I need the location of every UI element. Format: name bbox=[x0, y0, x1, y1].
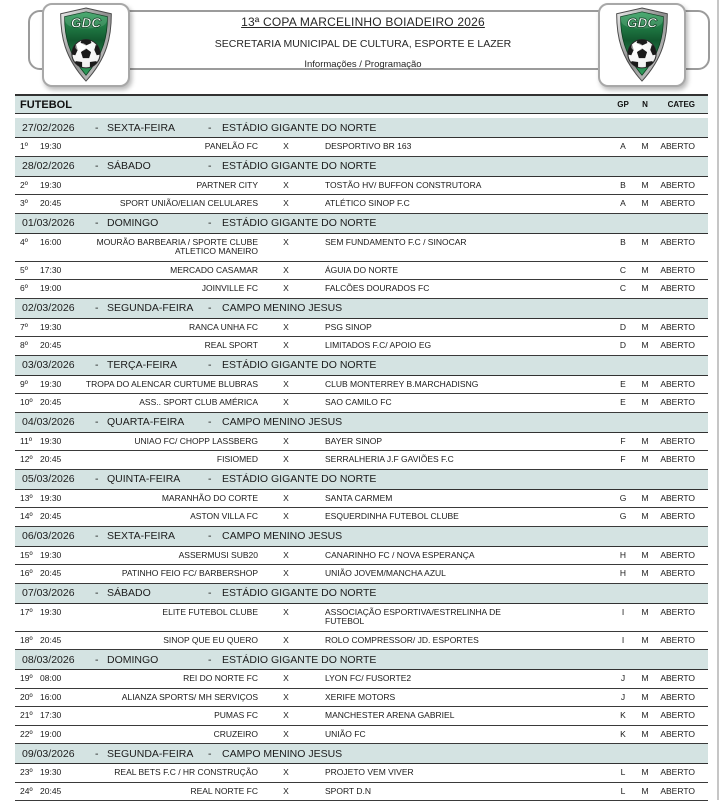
n-cell: M bbox=[635, 238, 655, 248]
match-row bbox=[15, 670, 708, 689]
versus-mark: X bbox=[258, 768, 314, 778]
away-team: SAO CAMILO FC bbox=[314, 398, 537, 408]
versus-mark: X bbox=[258, 181, 314, 191]
versus-mark: X bbox=[258, 693, 314, 703]
home-team: ASSERMUSI SUB20 bbox=[74, 551, 258, 561]
n-cell: M bbox=[635, 284, 655, 294]
category-cell: ABERTO bbox=[655, 142, 695, 152]
match-number: 24º bbox=[20, 787, 40, 797]
group-cell: A bbox=[611, 142, 635, 152]
group-cell: D bbox=[611, 323, 635, 333]
n-cell: M bbox=[635, 608, 655, 618]
dash-separator: - bbox=[95, 748, 107, 760]
dash-separator: - bbox=[208, 302, 222, 314]
venue-label: ESTÁDIO GIGANTE DO NORTE bbox=[222, 654, 708, 666]
date-label: 09/03/2026 bbox=[22, 748, 95, 760]
venue-label: CAMPO MENINO JESUS bbox=[222, 748, 708, 760]
n-cell: M bbox=[635, 437, 655, 447]
dash-separator: - bbox=[95, 473, 107, 485]
header-text-block bbox=[140, 15, 586, 70]
weekday-label: SÁBADO bbox=[107, 587, 208, 599]
category-cell: ABERTO bbox=[655, 636, 695, 646]
category-cell: ABERTO bbox=[655, 693, 695, 703]
match-row bbox=[15, 764, 708, 783]
weekday-label: SEXTA-FEIRA bbox=[107, 122, 208, 134]
match-number: 11º bbox=[20, 437, 40, 447]
match-number: 7º bbox=[20, 323, 40, 333]
match-number: 8º bbox=[20, 341, 40, 351]
category-cell: ABERTO bbox=[655, 380, 695, 390]
match-time: 19:30 bbox=[40, 768, 74, 778]
category-cell: ABERTO bbox=[655, 455, 695, 465]
match-number: 14º bbox=[20, 512, 40, 522]
date-header-row bbox=[15, 299, 708, 319]
match-row bbox=[15, 632, 708, 651]
home-team: SINOP QUE EU QUERO bbox=[74, 636, 258, 646]
match-time: 17:30 bbox=[40, 266, 74, 276]
weekday-label: DOMINGO bbox=[107, 217, 208, 229]
date-header-row bbox=[15, 527, 708, 547]
match-row bbox=[15, 319, 708, 338]
venue-label: CAMPO MENINO JESUS bbox=[222, 302, 708, 314]
group-cell: D bbox=[611, 341, 635, 351]
match-row bbox=[15, 234, 708, 262]
venue-label: ESTÁDIO GIGANTE DO NORTE bbox=[222, 217, 708, 229]
group-cell: B bbox=[611, 181, 635, 191]
match-number: 3º bbox=[20, 199, 40, 209]
match-time: 20:45 bbox=[40, 636, 74, 646]
group-cell: E bbox=[611, 380, 635, 390]
n-cell: M bbox=[635, 551, 655, 561]
home-team: RANCA UNHA FC bbox=[74, 323, 258, 333]
category-cell: ABERTO bbox=[655, 674, 695, 684]
match-number: 20º bbox=[20, 693, 40, 703]
match-row bbox=[15, 177, 708, 196]
away-team: ESQUERDINHA FUTEBOL CLUBE bbox=[314, 512, 537, 522]
group-cell: B bbox=[611, 238, 635, 248]
table-header-row bbox=[15, 94, 708, 114]
versus-mark: X bbox=[258, 284, 314, 294]
versus-mark: X bbox=[258, 494, 314, 504]
home-team: PARTNER CITY bbox=[74, 181, 258, 191]
venue-label: ESTÁDIO GIGANTE DO NORTE bbox=[222, 160, 708, 172]
versus-mark: X bbox=[258, 711, 314, 721]
category-cell: ABERTO bbox=[655, 551, 695, 561]
match-row bbox=[15, 604, 708, 632]
away-team: SEM FUNDAMENTO F.C / SINOCAR bbox=[314, 238, 537, 248]
dash-separator: - bbox=[208, 748, 222, 760]
date-label: 07/03/2026 bbox=[22, 587, 95, 599]
match-number: 12º bbox=[20, 455, 40, 465]
versus-mark: X bbox=[258, 455, 314, 465]
venue-label: CAMPO MENINO JESUS bbox=[222, 416, 708, 428]
venue-label: ESTÁDIO GIGANTE DO NORTE bbox=[222, 473, 708, 485]
match-number: 19º bbox=[20, 674, 40, 684]
date-header-row bbox=[15, 650, 708, 670]
away-team: ATLÉTICO SINOP F.C bbox=[314, 199, 537, 209]
n-cell: M bbox=[635, 636, 655, 646]
match-row bbox=[15, 195, 708, 214]
match-number: 1º bbox=[20, 142, 40, 152]
home-team: MOURÃO BARBEARIA / SPORTE CLUBE ATLETICO MANEIRO bbox=[74, 238, 258, 257]
dash-separator: - bbox=[208, 530, 222, 542]
match-number: 13º bbox=[20, 494, 40, 504]
schedule-table bbox=[15, 94, 708, 801]
venue-label: ESTÁDIO GIGANTE DO NORTE bbox=[222, 359, 708, 371]
match-time: 19:30 bbox=[40, 380, 74, 390]
match-time: 20:45 bbox=[40, 787, 74, 797]
group-cell: K bbox=[611, 730, 635, 740]
date-label: 02/03/2026 bbox=[22, 302, 95, 314]
n-cell: M bbox=[635, 674, 655, 684]
versus-mark: X bbox=[258, 437, 314, 447]
gdc-shield-icon bbox=[52, 7, 120, 83]
match-time: 20:45 bbox=[40, 569, 74, 579]
match-row bbox=[15, 490, 708, 509]
weekday-label: SEXTA-FEIRA bbox=[107, 530, 208, 542]
home-team: PANELÃO FC bbox=[74, 142, 258, 152]
weekday-label: QUINTA-FEIRA bbox=[107, 473, 208, 485]
category-cell: ABERTO bbox=[655, 284, 695, 294]
n-cell: M bbox=[635, 455, 655, 465]
category-cell: ABERTO bbox=[655, 199, 695, 209]
n-cell: M bbox=[635, 693, 655, 703]
match-row bbox=[15, 394, 708, 413]
match-number: 5º bbox=[20, 266, 40, 276]
dash-separator: - bbox=[208, 217, 222, 229]
away-team: XERIFE MOTORS bbox=[314, 693, 537, 703]
home-team: REAL NORTE FC bbox=[74, 787, 258, 797]
dash-separator: - bbox=[208, 587, 222, 599]
away-team: PSG SINOP bbox=[314, 323, 537, 333]
versus-mark: X bbox=[258, 323, 314, 333]
n-cell: M bbox=[635, 768, 655, 778]
group-cell: C bbox=[611, 266, 635, 276]
date-header-row bbox=[15, 744, 708, 764]
match-row bbox=[15, 262, 708, 281]
away-team: TOSTÃO HV/ BUFFON CONSTRUTORA bbox=[314, 181, 537, 191]
n-cell: M bbox=[635, 323, 655, 333]
date-header-row bbox=[15, 356, 708, 376]
match-number: 4º bbox=[20, 238, 40, 248]
category-cell: ABERTO bbox=[655, 341, 695, 351]
group-cell: I bbox=[611, 608, 635, 618]
match-number: 16º bbox=[20, 569, 40, 579]
weekday-label: SEGUNDA-FEIRA bbox=[107, 748, 208, 760]
date-label: 08/03/2026 bbox=[22, 654, 95, 666]
group-cell: E bbox=[611, 398, 635, 408]
dash-separator: - bbox=[208, 654, 222, 666]
group-cell: G bbox=[611, 494, 635, 504]
n-cell: M bbox=[635, 569, 655, 579]
match-row bbox=[15, 451, 708, 470]
match-number: 18º bbox=[20, 636, 40, 646]
dash-separator: - bbox=[208, 160, 222, 172]
dash-separator: - bbox=[95, 587, 107, 599]
match-number: 9º bbox=[20, 380, 40, 390]
dash-separator: - bbox=[95, 160, 107, 172]
away-team: UNIÃO JOVEM/MANCHA AZUL bbox=[314, 569, 537, 579]
match-time: 20:45 bbox=[40, 341, 74, 351]
home-team: PUMAS FC bbox=[74, 711, 258, 721]
match-time: 17:30 bbox=[40, 711, 74, 721]
match-time: 19:30 bbox=[40, 142, 74, 152]
home-team: JOINVILLE FC bbox=[74, 284, 258, 294]
dash-separator: - bbox=[95, 359, 107, 371]
date-header-row bbox=[15, 157, 708, 177]
away-team: SANTA CARMEM bbox=[314, 494, 537, 504]
match-row bbox=[15, 565, 708, 584]
home-team: REAL SPORT bbox=[74, 341, 258, 351]
match-number: 6º bbox=[20, 284, 40, 294]
home-team: ELITE FUTEBOL CLUBE bbox=[74, 608, 258, 618]
home-team: ALIANZA SPORTS/ MH SERVIÇOS bbox=[74, 693, 258, 703]
match-time: 16:00 bbox=[40, 238, 74, 248]
away-team: BAYER SINOP bbox=[314, 437, 537, 447]
away-team: ÁGUIA DO NORTE bbox=[314, 266, 537, 276]
home-team: UNIAO FC/ CHOPP LASSBERG bbox=[74, 437, 258, 447]
page-title: 13ª COPA MARCELINHO BOIADEIRO 2026 bbox=[140, 15, 586, 29]
match-time: 20:45 bbox=[40, 512, 74, 522]
away-team: ASSOCIAÇÃO ESPORTIVA/ESTRELINHA DE FUTEBOL bbox=[314, 608, 537, 627]
dash-separator: - bbox=[95, 654, 107, 666]
versus-mark: X bbox=[258, 380, 314, 390]
dash-separator: - bbox=[208, 122, 222, 134]
column-header-n: N bbox=[635, 100, 655, 109]
category-cell: ABERTO bbox=[655, 181, 695, 191]
match-time: 19:30 bbox=[40, 494, 74, 504]
match-number: 22º bbox=[20, 730, 40, 740]
versus-mark: X bbox=[258, 674, 314, 684]
category-cell: ABERTO bbox=[655, 787, 695, 797]
match-time: 20:45 bbox=[40, 455, 74, 465]
match-row bbox=[15, 689, 708, 708]
page-subtitle: SECRETARIA MUNICIPAL DE CULTURA, ESPORTE E LAZER bbox=[140, 38, 586, 50]
match-number: 2º bbox=[20, 181, 40, 191]
versus-mark: X bbox=[258, 266, 314, 276]
column-header-gp: GP bbox=[611, 100, 635, 109]
n-cell: M bbox=[635, 181, 655, 191]
category-cell: ABERTO bbox=[655, 323, 695, 333]
match-time: 19:30 bbox=[40, 437, 74, 447]
match-row bbox=[15, 280, 708, 299]
versus-mark: X bbox=[258, 199, 314, 209]
n-cell: M bbox=[635, 494, 655, 504]
match-time: 19:30 bbox=[40, 551, 74, 561]
group-cell: F bbox=[611, 437, 635, 447]
match-time: 20:45 bbox=[40, 398, 74, 408]
sport-section-label: FUTEBOL bbox=[15, 99, 611, 111]
n-cell: M bbox=[635, 341, 655, 351]
dash-separator: - bbox=[95, 302, 107, 314]
n-cell: M bbox=[635, 787, 655, 797]
match-time: 19:30 bbox=[40, 608, 74, 618]
away-team: ROLO COMPRESSOR/ JD. ESPORTES bbox=[314, 636, 537, 646]
versus-mark: X bbox=[258, 341, 314, 351]
group-cell: I bbox=[611, 636, 635, 646]
away-team: FALCÕES DOURADOS FC bbox=[314, 284, 537, 294]
n-cell: M bbox=[635, 730, 655, 740]
versus-mark: X bbox=[258, 730, 314, 740]
date-header-row bbox=[15, 413, 708, 433]
match-row bbox=[15, 433, 708, 452]
logo-left bbox=[42, 3, 130, 87]
n-cell: M bbox=[635, 380, 655, 390]
match-number: 21º bbox=[20, 711, 40, 721]
venue-label: CAMPO MENINO JESUS bbox=[222, 530, 708, 542]
dash-separator: - bbox=[95, 217, 107, 229]
group-cell: C bbox=[611, 284, 635, 294]
date-label: 27/02/2026 bbox=[22, 122, 95, 134]
away-team: PROJETO VEM VIVER bbox=[314, 768, 537, 778]
away-team: SPORT D.N bbox=[314, 787, 537, 797]
home-team: REAL BETS F.C / HR CONSTRUÇÃO bbox=[74, 768, 258, 778]
weekday-label: TERÇA-FEIRA bbox=[107, 359, 208, 371]
date-label: 03/03/2026 bbox=[22, 359, 95, 371]
date-header-row bbox=[15, 118, 708, 138]
match-time: 19:00 bbox=[40, 284, 74, 294]
home-team: CRUZEIRO bbox=[74, 730, 258, 740]
dash-separator: - bbox=[208, 416, 222, 428]
category-cell: ABERTO bbox=[655, 494, 695, 504]
venue-label: ESTÁDIO GIGANTE DO NORTE bbox=[222, 122, 708, 134]
info-line: Informações / Programação bbox=[140, 59, 586, 70]
date-header-row bbox=[15, 584, 708, 604]
versus-mark: X bbox=[258, 569, 314, 579]
group-cell: H bbox=[611, 569, 635, 579]
match-time: 16:00 bbox=[40, 693, 74, 703]
match-row bbox=[15, 547, 708, 566]
group-cell: H bbox=[611, 551, 635, 561]
date-label: 05/03/2026 bbox=[22, 473, 95, 485]
gdc-shield-icon bbox=[608, 7, 676, 83]
category-cell: ABERTO bbox=[655, 512, 695, 522]
match-time: 20:45 bbox=[40, 199, 74, 209]
match-row bbox=[15, 707, 708, 726]
away-team: CANARINHO FC / NOVA ESPERANÇA bbox=[314, 551, 537, 561]
away-team: DESPORTIVO BR 163 bbox=[314, 142, 537, 152]
dash-separator: - bbox=[208, 359, 222, 371]
home-team: ASTON VILLA FC bbox=[74, 512, 258, 522]
away-team: MANCHESTER ARENA GABRIEL bbox=[314, 711, 537, 721]
date-label: 01/03/2026 bbox=[22, 217, 95, 229]
group-cell: L bbox=[611, 768, 635, 778]
home-team: PATINHO FEIO FC/ BARBERSHOP bbox=[74, 569, 258, 579]
venue-label: ESTÁDIO GIGANTE DO NORTE bbox=[222, 587, 708, 599]
away-team: CLUB MONTERREY B.MARCHADISNG bbox=[314, 380, 537, 390]
versus-mark: X bbox=[258, 551, 314, 561]
home-team: ASS.. SPORT CLUB AMÉRICA bbox=[74, 398, 258, 408]
match-time: 19:30 bbox=[40, 323, 74, 333]
date-header-row bbox=[15, 214, 708, 234]
group-cell: F bbox=[611, 455, 635, 465]
date-header-row bbox=[15, 470, 708, 490]
group-cell: L bbox=[611, 787, 635, 797]
weekday-label: QUARTA-FEIRA bbox=[107, 416, 208, 428]
n-cell: M bbox=[635, 512, 655, 522]
date-label: 06/03/2026 bbox=[22, 530, 95, 542]
group-cell: G bbox=[611, 512, 635, 522]
home-team: REI DO NORTE FC bbox=[74, 674, 258, 684]
weekday-label: DOMINGO bbox=[107, 654, 208, 666]
n-cell: M bbox=[635, 398, 655, 408]
category-cell: ABERTO bbox=[655, 238, 695, 248]
category-cell: ABERTO bbox=[655, 711, 695, 721]
group-cell: A bbox=[611, 199, 635, 209]
dash-separator: - bbox=[95, 416, 107, 428]
page-edge-line bbox=[717, 0, 719, 800]
match-time: 19:00 bbox=[40, 730, 74, 740]
n-cell: M bbox=[635, 266, 655, 276]
group-cell: K bbox=[611, 711, 635, 721]
home-team: TROPA DO ALENCAR CURTUME BLUBRAS bbox=[74, 380, 258, 390]
versus-mark: X bbox=[258, 787, 314, 797]
match-row bbox=[15, 337, 708, 356]
n-cell: M bbox=[635, 711, 655, 721]
group-cell: J bbox=[611, 674, 635, 684]
dash-separator: - bbox=[95, 530, 107, 542]
group-cell: J bbox=[611, 693, 635, 703]
versus-mark: X bbox=[258, 608, 314, 618]
home-team: FISIOMED bbox=[74, 455, 258, 465]
logo-right bbox=[598, 3, 686, 87]
home-team: SPORT UNIÃO/ELIAN CELULARES bbox=[74, 199, 258, 209]
away-team: LYON FC/ FUSORTE2 bbox=[314, 674, 537, 684]
away-team: UNIÃO FC bbox=[314, 730, 537, 740]
category-cell: ABERTO bbox=[655, 398, 695, 408]
match-row bbox=[15, 726, 708, 745]
versus-mark: X bbox=[258, 238, 314, 248]
match-number: 15º bbox=[20, 551, 40, 561]
match-number: 17º bbox=[20, 608, 40, 618]
match-number: 23º bbox=[20, 768, 40, 778]
category-cell: ABERTO bbox=[655, 266, 695, 276]
weekday-label: SEGUNDA-FEIRA bbox=[107, 302, 208, 314]
category-cell: ABERTO bbox=[655, 569, 695, 579]
match-time: 19:30 bbox=[40, 181, 74, 191]
n-cell: M bbox=[635, 142, 655, 152]
versus-mark: X bbox=[258, 142, 314, 152]
date-label: 04/03/2026 bbox=[22, 416, 95, 428]
versus-mark: X bbox=[258, 512, 314, 522]
home-team: MERCADO CASAMAR bbox=[74, 266, 258, 276]
match-row bbox=[15, 138, 708, 157]
away-team: LIMITADOS F.C/ APOIO EG bbox=[314, 341, 537, 351]
dash-separator: - bbox=[208, 473, 222, 485]
n-cell: M bbox=[635, 199, 655, 209]
match-row bbox=[15, 783, 708, 801]
category-cell: ABERTO bbox=[655, 730, 695, 740]
match-row bbox=[15, 508, 708, 527]
category-cell: ABERTO bbox=[655, 608, 695, 618]
column-header-categ: CATEG bbox=[655, 100, 695, 109]
versus-mark: X bbox=[258, 636, 314, 646]
schedule-body bbox=[15, 118, 708, 801]
dash-separator: - bbox=[95, 122, 107, 134]
match-number: 10º bbox=[20, 398, 40, 408]
category-cell: ABERTO bbox=[655, 768, 695, 778]
category-cell: ABERTO bbox=[655, 437, 695, 447]
match-row bbox=[15, 376, 708, 395]
home-team: MARANHÃO DO CORTE bbox=[74, 494, 258, 504]
match-time: 08:00 bbox=[40, 674, 74, 684]
away-team: SERRALHERIA J.F GAVIÕES F.C bbox=[314, 455, 537, 465]
date-label: 28/02/2026 bbox=[22, 160, 95, 172]
versus-mark: X bbox=[258, 398, 314, 408]
weekday-label: SÁBADO bbox=[107, 160, 208, 172]
